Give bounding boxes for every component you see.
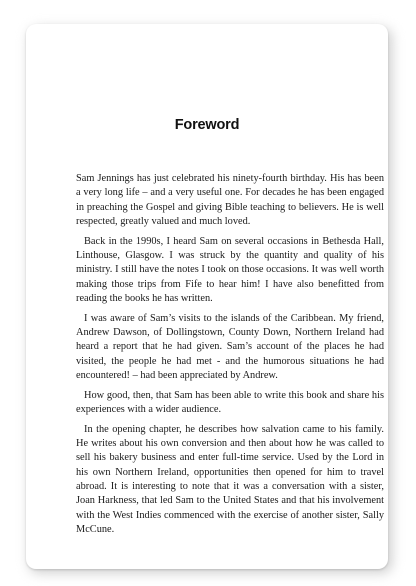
paragraph-2: Back in the 1990s, I heard Sam on several occasions in Bethesda Hall, Linthouse, Glasgow. I was struck by the quantity and quality of his ministry. I still have the notes I took on those occasions. It was well worth making those trips from Fife to hear him! I have also benefitted from reading the books he has written. — [76, 235, 384, 304]
paragraph-3: I was aware of Sam’s visits to the islands of the Caribbean. My friend, Andrew Dawson, of Dollingstown, County Down, Northern Ireland had heard a report that he had given. Sam’s account of the places he had visited, the people he had met - and the humorous situations he had encountered! – had been appreciated by Andrew. — [76, 312, 384, 381]
paragraph-1: Sam Jennings has just celebrated his ninety-fourth birthday. His has been a very long life – and a very useful one. For decades he has been engaged in preaching the Gospel and giving Bible teaching to believers. He is well respected, greatly valued and much loved. — [76, 173, 384, 227]
page-heading: Foreword — [174, 117, 240, 133]
book-page — [26, 24, 388, 569]
paragraph-4: How good, then, that Sam has been able to write this book and share his experiences with a wider audience. — [76, 389, 384, 415]
foreword-body — [76, 172, 384, 543]
paragraph-5: In the opening chapter, he describes how salvation came to his family. He writes about his own conversion and then about how he was called to sell his bakery business and enter full-time service. Used by the Lord in his own Northern Ireland, opportunities then opened for him to travel abroad. It is interesting to note that it was a conversation with a sister, Joan Harkness, that led Sam to the United States and that his involvement with the West Indies commenced with the exercise of another sister, Sally McCune. — [76, 423, 384, 535]
